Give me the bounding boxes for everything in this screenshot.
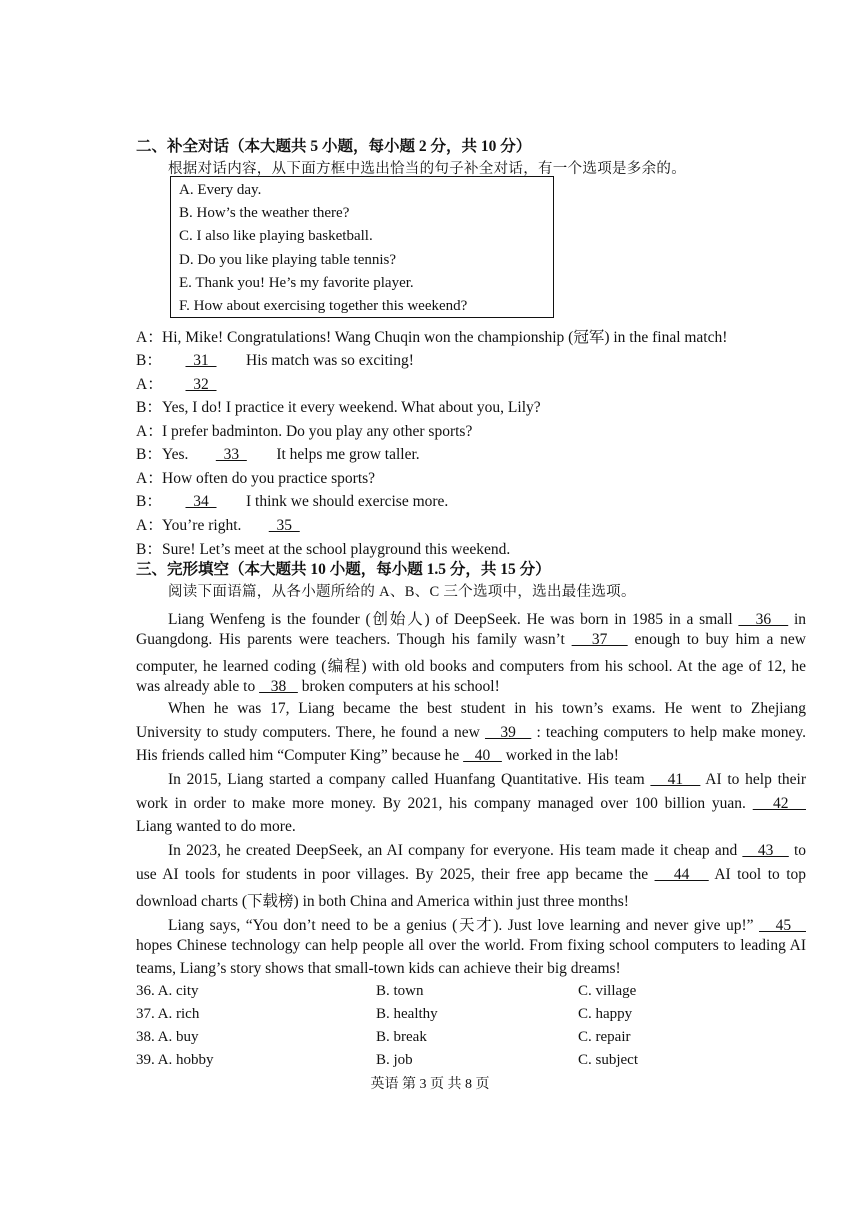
passage-text: worked in the lab! [501, 747, 619, 765]
speaker-label: B： [136, 493, 162, 510]
cloze-blank-40[interactable]: 40 [463, 747, 502, 765]
choice-option[interactable]: C. village [578, 983, 637, 999]
answer-blank-34[interactable]: 34 [185, 493, 217, 510]
passage-text: broken computers at his school! [297, 677, 500, 695]
dialogue-line [136, 489, 448, 511]
speaker-label: A： [136, 329, 163, 346]
cloze-blank-43[interactable]: 43 [742, 842, 789, 859]
dialogue-text: It helps me grow taller. [276, 446, 420, 463]
section-2-instruction: 根据对话内容，从下面方框中选出恰当的句子补全对话，有一个选项是多余的。 [168, 161, 686, 177]
passage-text: work in order to make more money. By 2021, his company managed over 100 billion yuan. [136, 794, 753, 812]
passage-text: In 2015, Liang started a company called Huanfang Quantitative. His team [168, 771, 651, 788]
passage-line [136, 866, 806, 888]
answer-blank-31[interactable]: 31 [185, 352, 217, 369]
dialogue-line [136, 513, 329, 535]
passage-line [168, 913, 806, 935]
passage-text: : teaching computers to help make money. [531, 723, 806, 741]
passage-text: AI to help their [700, 771, 806, 788]
cloze-blank-36[interactable]: 36 [738, 611, 789, 628]
choice-option[interactable]: B. job [376, 1052, 413, 1068]
passage-text: teams, Liang’s story shows that small-town kids can achieve their big dreams! [136, 960, 621, 978]
choice-option[interactable]: 38. A. buy [136, 1029, 199, 1045]
answer-blank-35[interactable]: 35 [268, 517, 300, 534]
choice-option[interactable]: B. healthy [376, 1006, 438, 1022]
dialogue-text: Hi, Mike! Congratulations! Wang Chuqin won the championship (冠军) in the final match! [162, 329, 728, 346]
speaker-label: A： [136, 470, 163, 487]
passage-text: in [788, 611, 806, 628]
choice-row [136, 983, 736, 1003]
cloze-blank-42[interactable]: 42 [752, 794, 806, 812]
cloze-blank-44[interactable]: 44 [654, 865, 709, 883]
passage-line [136, 795, 806, 817]
dialogue-line [136, 372, 246, 394]
passage-line [136, 937, 806, 959]
dialogue-line [136, 442, 420, 464]
passage-line [136, 678, 806, 700]
passage-line [136, 960, 806, 982]
passage-line [136, 654, 806, 676]
dialogue-line [136, 348, 414, 370]
cloze-blank-39[interactable]: 39 [484, 723, 532, 741]
passage-text: Liang says, “You don’t need to be a genius (天才). Just love learning and never give up!” [168, 917, 760, 934]
dialogue-text: I think we should exercise more. [246, 493, 449, 510]
choice-option[interactable]: B. town [376, 983, 424, 999]
dialogue-line [136, 325, 727, 347]
passage-text: His friends called him “Computer King” because he [136, 747, 464, 765]
passage-line [168, 771, 806, 793]
section-3-title: 三、完形填空（本大题共 10 小题，每小题 1.5 分，共 15 分） [136, 561, 551, 578]
choice-row [136, 1052, 736, 1072]
passage-text: download charts (下载榜) in both China and America within just three months! [136, 893, 629, 911]
dialogue-line [136, 419, 472, 441]
answer-blank-32[interactable]: 32 [185, 376, 217, 393]
dialogue-text: His match was so exciting! [246, 352, 414, 369]
choice-option[interactable]: C. repair [578, 1029, 631, 1045]
choice-row [136, 1006, 736, 1026]
choice-option[interactable]: B. break [376, 1029, 427, 1045]
speaker-label: A： [136, 517, 163, 534]
speaker-label: A： [136, 423, 163, 440]
dialogue-line [136, 537, 510, 559]
option-a: A. Every day. [179, 182, 262, 198]
cloze-blank-38[interactable]: 38 [259, 677, 298, 695]
choice-option[interactable]: 39. A. hobby [136, 1052, 214, 1068]
choice-option[interactable]: C. subject [578, 1052, 638, 1068]
passage-text: hopes Chinese technology can help people all over the world. From fixing school computers to leading AI [136, 936, 806, 954]
cloze-blank-41[interactable]: 41 [650, 771, 701, 788]
dialogue-text: Yes, I do! I practice it every weekend. What about you, Lily? [162, 399, 541, 416]
passage-text: enough to buy him a new [627, 630, 806, 648]
passage-line [136, 747, 806, 769]
answer-blank-33[interactable]: 33 [215, 446, 247, 463]
dialogue-text: Yes. [162, 446, 193, 463]
passage-text: When he was 17, Liang became the best student in his town’s exams. He went to Zhejiang [168, 700, 806, 717]
speaker-label: B： [136, 352, 162, 369]
option-d: D. Do you like playing table tennis? [179, 252, 397, 268]
passage-text: AI tool to top [708, 865, 806, 883]
choice-option[interactable]: 36. A. city [136, 983, 199, 999]
options-box [170, 176, 554, 318]
passage-text: use AI tools for students in poor villages. By 2025, their free app became the [136, 865, 655, 883]
option-e: E. Thank you! He’s my favorite player. [179, 275, 414, 291]
speaker-label: B： [136, 446, 162, 463]
dialogue-line [136, 466, 375, 488]
dialogue-text: Sure! Let’s meet at the school playground this weekend. [162, 541, 511, 558]
speaker-label: B： [136, 541, 162, 558]
dialogue-text: I prefer badminton. Do you play any other sports? [162, 423, 473, 440]
dialogue-text: How often do you practice sports? [162, 470, 376, 487]
passage-text: University to study computers. There, he found a new [136, 723, 485, 741]
choice-option[interactable]: 37. A. rich [136, 1006, 200, 1022]
cloze-blank-45[interactable]: 45 [759, 917, 806, 934]
section-3-instruction: 阅读下面语篇，从各小题所给的 A、B、C 三个选项中，选出最佳选项。 [168, 584, 636, 600]
speaker-label: A： [136, 376, 163, 393]
passage-line [168, 700, 806, 722]
passage-text: Liang wanted to do more. [136, 818, 296, 836]
passage-line [136, 889, 806, 911]
passage-line [168, 607, 806, 629]
option-f: F. How about exercising together this weekend? [179, 298, 468, 314]
speaker-label: B： [136, 399, 162, 416]
passage-text: was already able to [136, 677, 260, 695]
passage-line [136, 724, 806, 746]
passage-line [136, 631, 806, 653]
passage-line [168, 842, 806, 864]
passage-text: to [788, 842, 806, 859]
page-footer: 英语 第 3 页 共 8 页 [370, 1077, 490, 1092]
passage-text: computer, he learned coding (编程) with old books and computers from his school. At the age of 12, he [136, 658, 806, 676]
passage-line [136, 818, 806, 840]
dialogue-text: You’re right. [162, 517, 246, 534]
option-c: C. I also like playing basketball. [179, 228, 373, 244]
section-2-title: 二、补全对话（本大题共 5 小题，每小题 2 分，共 10 分） [136, 138, 532, 155]
choice-row [136, 1029, 736, 1049]
passage-text: In 2023, he created DeepSeek, an AI company for everyone. His team made it cheap and [168, 842, 743, 859]
passage-text: Liang Wenfeng is the founder (创始人) of DeepSeek. He was born in 1985 in a small [168, 611, 739, 628]
choice-option[interactable]: C. happy [578, 1006, 633, 1022]
option-b: B. How’s the weather there? [179, 205, 350, 221]
passage-text: Guangdong. His parents were teachers. Though his family wasn’t [136, 630, 572, 648]
dialogue-line [136, 395, 541, 417]
cloze-blank-37[interactable]: 37 [571, 630, 628, 648]
